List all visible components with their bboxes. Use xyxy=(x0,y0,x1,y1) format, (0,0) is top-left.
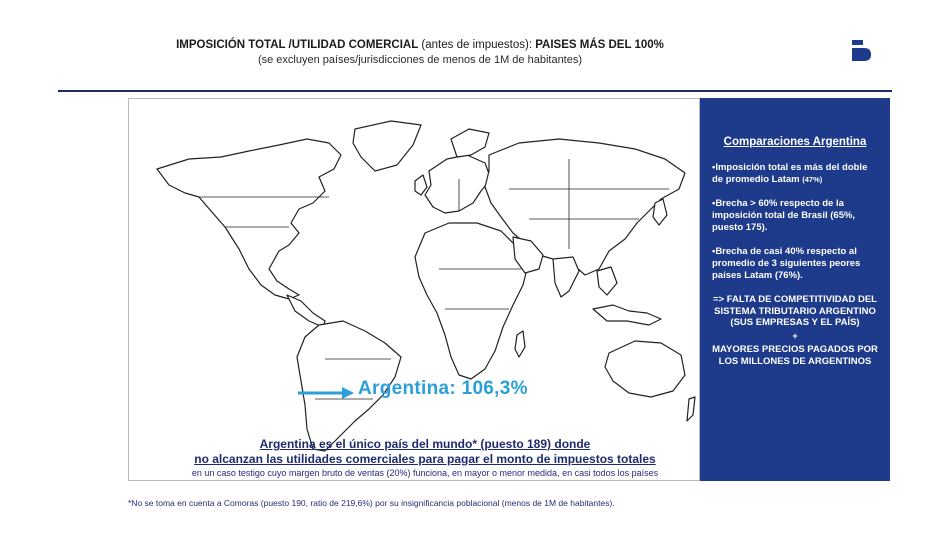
bullet-1-text: •Imposición total es más del doble de promedio Latam xyxy=(712,162,868,185)
world-map-graphic xyxy=(129,99,700,481)
north-america-shape xyxy=(157,139,341,299)
slide-subtitle: (se excluyen países/jurisdicciones de menos de 1M de habitantes) xyxy=(257,54,583,66)
title-part-bold-2: PAISES MÁS DEL 100% xyxy=(535,39,664,51)
india-shape xyxy=(553,257,579,297)
conclusion-plus: + xyxy=(792,330,798,342)
conclusion-1: => FALTA DE COMPETITIVIDAD DEL SISTEMA TRIBUTARIO ARGENTINO (SUS EMPRESAS Y EL PAÍS) xyxy=(713,294,877,328)
japan-shape xyxy=(653,199,667,225)
indonesia-shape xyxy=(593,305,661,325)
conclusion-2: MAYORES PRECIOS PAGADOS POR LOS MILLONES DE ARGENTINOS xyxy=(712,344,878,367)
statement-line-1: Argentina es el único país del mundo* (puesto 189) donde xyxy=(259,437,591,451)
bullet-1 xyxy=(710,162,880,186)
statement-block xyxy=(150,437,700,479)
southeast-asia-shape xyxy=(597,267,617,295)
europe-shape xyxy=(425,155,491,213)
australia-shape xyxy=(605,341,685,397)
uk-shape xyxy=(415,175,427,195)
slide-title xyxy=(60,38,780,53)
statement-line-3: en un caso testigo cuyo margen bruto de ventas (20%) funciona, en mayor o menor medida, en casi todos los países xyxy=(191,468,659,478)
greenland-shape xyxy=(353,121,421,171)
new-zealand-shape xyxy=(687,397,695,421)
footnote: *No se toma en cuenta a Comoras (puesto 190, ratio de 219,6%) por su insignificancia poblacional (menos de 1M de habitantes). xyxy=(128,498,615,508)
bullet-1-small: (47%) xyxy=(802,175,823,184)
statement-line-2: no alcanzan las utilidades comerciales para pagar el monto de impuestos totales xyxy=(194,452,656,466)
arrow-icon xyxy=(296,386,356,400)
madagascar-shape xyxy=(515,331,525,357)
comparisons-panel xyxy=(700,98,890,481)
central-america-shape xyxy=(287,295,325,327)
world-map xyxy=(128,98,700,481)
panel-title: Comparaciones Argentina xyxy=(723,136,867,148)
scandinavia-shape xyxy=(451,129,489,157)
title-part-bold-1: IMPOSICIÓN TOTAL /UTILIDAD COMERCIAL xyxy=(176,39,419,51)
bullet-3: •Brecha de casi 40% respecto al promedio de 3 siguientes peores países Latam (76%). xyxy=(712,246,861,281)
header-divider xyxy=(58,90,892,92)
bullet-2: •Brecha > 60% respecto de la imposición total de Brasil (65%, puesto 175). xyxy=(712,198,856,233)
argentina-callout: Argentina: 106,3% xyxy=(358,378,528,399)
slide-header xyxy=(60,38,780,67)
b-logo-icon xyxy=(852,40,872,64)
title-part-normal: (antes de impuestos): xyxy=(418,39,536,51)
africa-shape xyxy=(415,223,527,379)
